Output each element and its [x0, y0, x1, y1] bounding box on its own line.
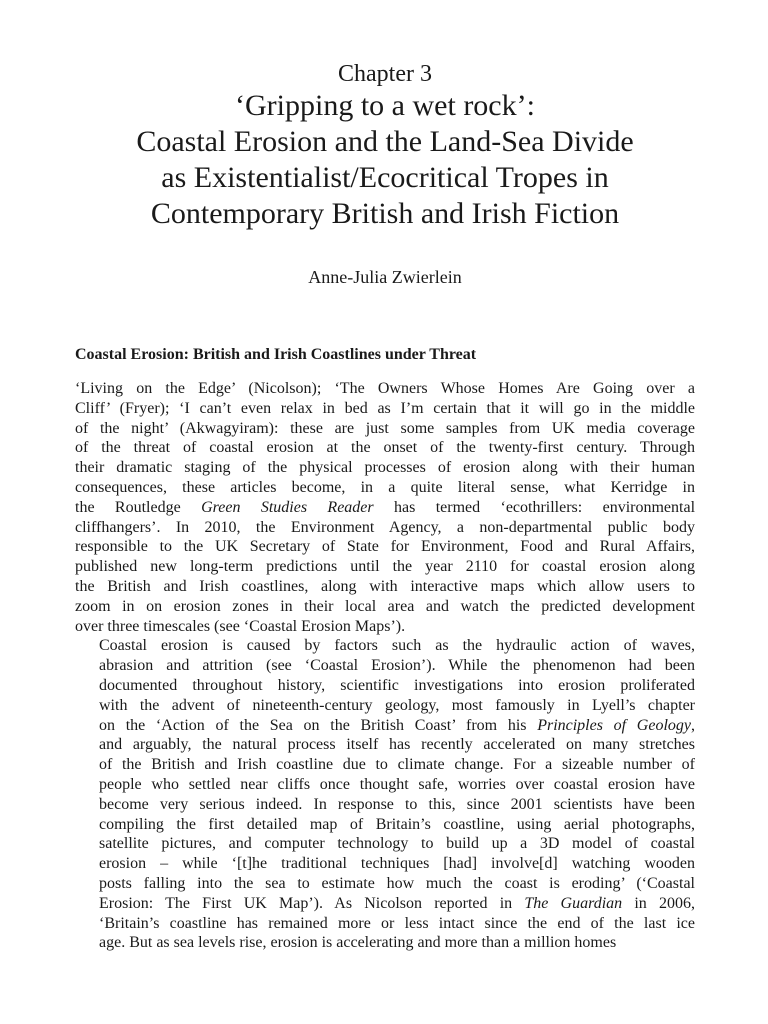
- text-line: [75, 577, 695, 597]
- text-line: [75, 656, 695, 676]
- book-page: [75, 0, 695, 953]
- text-run: become very serious indeed. In response to this, since 2001 scientists have been: [99, 795, 695, 813]
- text-line: [75, 834, 695, 854]
- text-line: [75, 399, 695, 419]
- text-run: ‘Living on the Edge’ (Nicolson); ‘The Owners Whose Homes Are Going over a: [75, 380, 695, 397]
- paragraph: [75, 636, 695, 953]
- text-line: [75, 676, 695, 696]
- text-run: erosion – while ‘[t]he traditional techniques [had] involve[d] watching wooden: [99, 855, 695, 873]
- text-line: [75, 874, 695, 894]
- chapter-heading: [75, 60, 695, 232]
- text-run: documented throughout history, scientific investigations into erosion proliferated: [99, 676, 695, 694]
- text-run: consequences, these articles become, in a quite literal sense, what Kerridge in: [75, 478, 695, 496]
- text-run: age. But as sea levels rise, erosion is accelerating and more than a million homes: [99, 934, 617, 952]
- text-line: [75, 914, 695, 934]
- text-run: abrasion and attrition (see ‘Coastal Erosion’). While the phenomenon had been: [99, 657, 695, 675]
- section-heading: Coastal Erosion: British and Irish Coastlines under Threat: [75, 346, 477, 363]
- text-run: with the advent of nineteenth-century geology, most famously in Lyell’s chapter: [99, 696, 695, 714]
- text-run: Erosion: The First UK Map’). As Nicolson reported in: [99, 894, 525, 912]
- text-line: [75, 537, 695, 557]
- text-line: [75, 617, 695, 637]
- chapter-title: [75, 88, 695, 232]
- text-line: [75, 498, 695, 518]
- text-line: [75, 379, 695, 399]
- text-run: Coastal erosion is caused by factors such as the hydraulic action of waves,: [99, 637, 695, 655]
- text-run: of the threat of coastal erosion at the onset of the twenty-first century. Through: [75, 439, 695, 457]
- italic-title: Green Studies Reader: [201, 498, 374, 516]
- text-run: over three timescales (see ‘Coastal Erosion Maps’).: [75, 617, 406, 635]
- chapter-title-line: Contemporary British and Irish Fiction: [150, 197, 620, 230]
- body-text: [75, 379, 695, 953]
- text-line: [75, 933, 695, 953]
- text-run: responsible to the UK Secretary of State for Environment, Food and Rural Affairs,: [75, 538, 695, 556]
- text-run: the British and Irish coastlines, along with interactive maps which allow users to: [75, 577, 695, 595]
- text-run: ,: [691, 716, 695, 734]
- text-line: [75, 815, 695, 835]
- text-run: the Routledge: [75, 498, 202, 516]
- chapter-title-line: as Existentialist/Ecocritical Tropes in: [161, 161, 609, 194]
- chapter-title-line: ‘Gripping to a wet rock’:: [235, 89, 535, 122]
- text-line: [75, 478, 695, 498]
- text-line: [75, 597, 695, 617]
- text-run: and arguably, the natural process itself has recently accelerated on many stretches: [99, 736, 695, 754]
- text-run: ‘Britain’s coastline has remained more or less intact since the end of the last ice: [99, 914, 695, 932]
- text-line: [75, 735, 695, 755]
- text-run: of the British and Irish coastline due to climate change. For a sizeable number of: [99, 756, 695, 774]
- text-run: people who settled near cliffs once thought safe, worries over coastal erosion have: [99, 775, 695, 793]
- chapter-title-line: Coastal Erosion and the Land-Sea Divide: [136, 125, 634, 158]
- text-line: [75, 636, 695, 656]
- text-run: in 2006,: [622, 894, 695, 912]
- chapter-author: Anne-Julia Zwierlein: [308, 267, 462, 287]
- text-line: [75, 557, 695, 577]
- text-line: [75, 518, 695, 538]
- italic-title: Principles of Geology: [537, 716, 691, 734]
- text-run: cliffhangers’. In 2010, the Environment Agency, a non-departmental public body: [75, 518, 695, 536]
- text-run: zoom in on erosion zones in their local area and watch the predicted development: [75, 597, 695, 615]
- text-run: compiling the first detailed map of Britain’s coastline, using aerial photographs,: [99, 815, 695, 833]
- text-run: of the night’ (Akwagyiram): these are just some samples from UK media coverage: [75, 419, 695, 437]
- text-line: [75, 696, 695, 716]
- text-line: [75, 795, 695, 815]
- text-line: [75, 419, 695, 439]
- text-run: published new long-term predictions until the year 2110 for coastal erosion along: [75, 558, 695, 576]
- text-run: their dramatic staging of the physical processes of erosion along with their human: [75, 459, 695, 477]
- text-line: [75, 775, 695, 795]
- text-line: [75, 716, 695, 736]
- text-run: has termed ‘ecothrillers: environmental: [373, 498, 696, 516]
- text-run: Cliff’ (Fryer); ‘I can’t even relax in bed as I’m certain that it will go in the middle: [75, 399, 695, 417]
- text-run: on the ‘Action of the Sea on the British Coast’ from his: [99, 716, 538, 734]
- text-line: [75, 438, 695, 458]
- text-line: [75, 755, 695, 775]
- text-run: satellite pictures, and computer technology to build up a 3D model of coastal: [99, 835, 695, 853]
- italic-title: The Guardian: [524, 894, 623, 912]
- text-line: [75, 458, 695, 478]
- text-run: posts falling into the sea to estimate how much the coast is eroding’ (‘Coastal: [99, 874, 695, 892]
- text-line: [75, 894, 695, 914]
- paragraph: [75, 379, 695, 636]
- chapter-number: Chapter 3: [338, 61, 432, 87]
- text-line: [75, 854, 695, 874]
